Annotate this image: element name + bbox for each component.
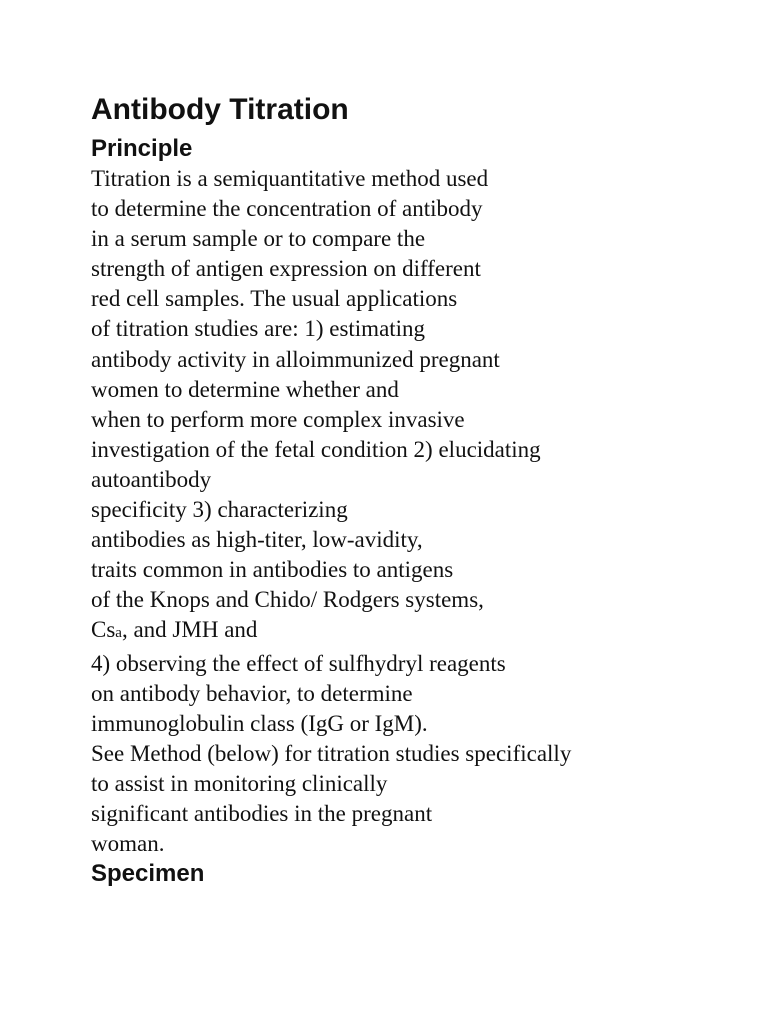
paragraph-line: woman. <box>91 831 165 857</box>
paragraph-line: investigation of the fetal condition 2) elucidating <box>91 436 541 462</box>
paragraph-line: on antibody behavior, to determine <box>91 680 413 706</box>
paragraph-line: red cell samples. The usual applications <box>91 286 458 312</box>
paragraph-line: to assist in monitoring clinically <box>91 770 388 796</box>
paragraph-line: 4) observing the effect of sulfhydryl reagents <box>91 650 506 676</box>
csa-suffix: , and JMH and <box>121 617 258 643</box>
paragraph-line: women to determine whether and <box>91 376 399 402</box>
paragraph-line: See Method (below) for titration studies specifically <box>91 740 572 766</box>
paragraph-line: specificity 3) characterizing <box>91 497 348 523</box>
csa-subscript: a <box>115 625 122 642</box>
document-title: Antibody Titration <box>91 93 349 126</box>
section-heading-principle: Principle <box>91 135 193 162</box>
paragraph-line: immunoglobulin class (IgG or IgM). <box>91 710 428 736</box>
paragraph-line: Titration is a semiquantitative method used <box>91 166 489 191</box>
principle-paragraph <box>91 164 751 859</box>
paragraph-line: strength of antigen expression on different <box>91 256 481 282</box>
paragraph-line: to determine the concentration of antibody <box>91 196 483 222</box>
paragraph-line: antibodies as high-titer, low-avidity, <box>91 527 423 553</box>
paragraph-line-csa <box>91 615 751 648</box>
csa-prefix: Cs <box>91 617 116 643</box>
section-heading-specimen: Specimen <box>91 860 205 888</box>
paragraph-line: autoantibody <box>91 466 212 492</box>
paragraph-line: significant antibodies in the pregnant <box>91 800 433 826</box>
document-page <box>91 86 751 889</box>
paragraph-line: of titration studies are: 1) estimating <box>91 316 426 342</box>
paragraph-line: traits common in antibodies to antigens <box>91 557 454 583</box>
paragraph-line: when to perform more complex invasive <box>91 406 465 432</box>
paragraph-line: in a serum sample or to compare the <box>91 226 426 252</box>
paragraph-line: of the Knops and Chido/ Rodgers systems, <box>91 587 484 613</box>
paragraph-line: antibody activity in alloimmunized pregnant <box>91 346 500 372</box>
